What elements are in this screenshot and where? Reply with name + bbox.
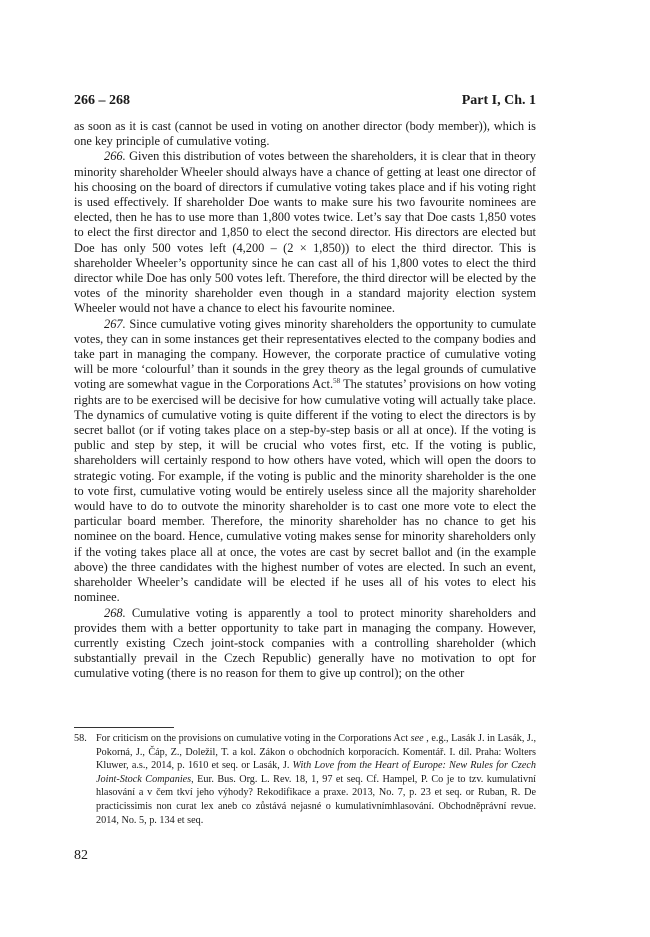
footnote-article-title: With Love from the Heart of Europe: New Rules for Czech Joint-Stock Companies	[96, 760, 536, 785]
footnote-see: see	[410, 733, 424, 744]
footnote-number: 58.	[74, 733, 87, 744]
paragraph-number: 267.	[104, 316, 126, 331]
paragraph-number: 266.	[104, 149, 126, 164]
body-text	[74, 119, 536, 682]
paragraph-text: as soon as it is cast (cannot be used in voting on another director (body member)), which is one key principle of cumulative voting.	[74, 119, 536, 149]
running-header	[74, 92, 536, 109]
footnote-text-part: , Eur. Bus. Org. L. Rev. 18, 1, 97 et seq. Cf. Hampel, P. Co je to tzv. kumulativní hlasování a v čem tkví jeho výhody? Rekodifikace a praxe. 2013, No. 7, p. 23 et seq. or Ruban, R. De practicissimis non curat lex aneb co zůstává nejasné o kumulativnímhlasování. Obchodněprávní revue. 2014, No. 5, p. 134 et seq.	[96, 773, 537, 826]
footnote-text-part: For criticism on the provisions on cumulative voting in the Corporations Act	[96, 733, 411, 744]
paragraph-text: Cumulative voting is apparently a tool to protect minority shareholders and provides them with a better opportunity to take part in managing the company. However, currently existing Czech joint-stock companies with a controlling shareholder (which substantially prevail in the Czech Republic) generally have no motivation to opt for cumulative voting (there is no reason for them to give up control); on the other	[74, 605, 536, 681]
paragraph-text: Since cumulative voting gives minority shareholders the opportunity to cumulate votes, they can in some instances get their representatives elected to the company bodies and take part in managing the company. However, the corporate practice of cumulative voting will be more ‘colourful’ than it sounds in the grey theory as the legal grounds of cumulative voting are somewhat vague in the Corporations Act.	[74, 316, 536, 392]
footnote-reference[interactable]: 58	[333, 377, 341, 386]
page-number: 82	[74, 848, 88, 863]
footnote-text	[96, 732, 536, 827]
paragraph-continuation	[74, 119, 536, 149]
paragraph-text: Given this distribution of votes between the shareholders, it is clear that in theory minority shareholder Wheeler should always have a chance of getting at least one director of his choosing on the board of directors if cumulative voting takes place and if his voting right is used effectively. If shareholder Doe wants to make sure his two favourite nominees are elected, then he has to use more than 1,800 votes twice. Let’s say that Doe casts 1,850 votes to elect the first director and 1,850 to elect the second director. His directors are elected but Doe has only 500 votes left (4,200 – (2 × 1,850)) to elect the third director. This is shareholder Wheeler’s opportunity since he can cast all of his 1,800 votes to elect the third director while Doe has only 500 votes left. Therefore, the third director will be elected by the votes of the minority shareholder even though in a standard majority election system Wheeler would not have a chance to elect his favourite nominee.	[74, 149, 536, 316]
footnote-58	[74, 732, 536, 827]
header-part-chapter: Part I, Ch. 1	[461, 93, 536, 108]
paragraph-267	[74, 317, 536, 606]
paragraph-number: 268.	[104, 605, 126, 620]
page-content	[74, 92, 536, 682]
paragraph-268	[74, 606, 536, 682]
paragraph-text: The statutes’ provisions on how voting rights are to be exercised will be decisive for how cumulative voting will actually take place. The dynamics of cumulative voting is quite different if the voting to elect the directors is by secret ballot (or if voting takes place on a step-by-step basis or all at once). If the voting is public and step by step, it will be crucial who votes first, etc. If the voting is public, shareholders will certainly respond to how others have voted, which will open the doors to strategic voting. For example, if the voting is public and the minority shareholder is the one to vote first, cumulative voting would be entirely useless since all the majority shareholder would have to do to outvote the minority shareholder is to cast one more vote to elect the particular board member. Therefore, the minority shareholder has no chance to get his nominee on the board. Hence, cumulative voting makes sense for minority shareholders only if the voting takes place all at once, the votes are cast by secret ballot and (in the example above) the three candidates with the highest number of votes are elected. In such an event, shareholder Wheeler’s candidate will be elected if he uses all of his votes to elect his nominee.	[74, 377, 536, 605]
footnote-divider	[74, 727, 174, 728]
footnote-text-part: , e.g., Lasák J. in Lasák, J., Pokorná, J., Čáp, Z., Doležil, T. a kol. Zákon o obchodních korporacích. Komentář. I. díl. Praha: Wolters Kluwer, a.s., 2014, p. 1610 et seq. or Lasák, J.	[96, 733, 536, 772]
header-paragraph-range: 266 – 268	[74, 93, 130, 108]
paragraph-266	[74, 149, 536, 316]
